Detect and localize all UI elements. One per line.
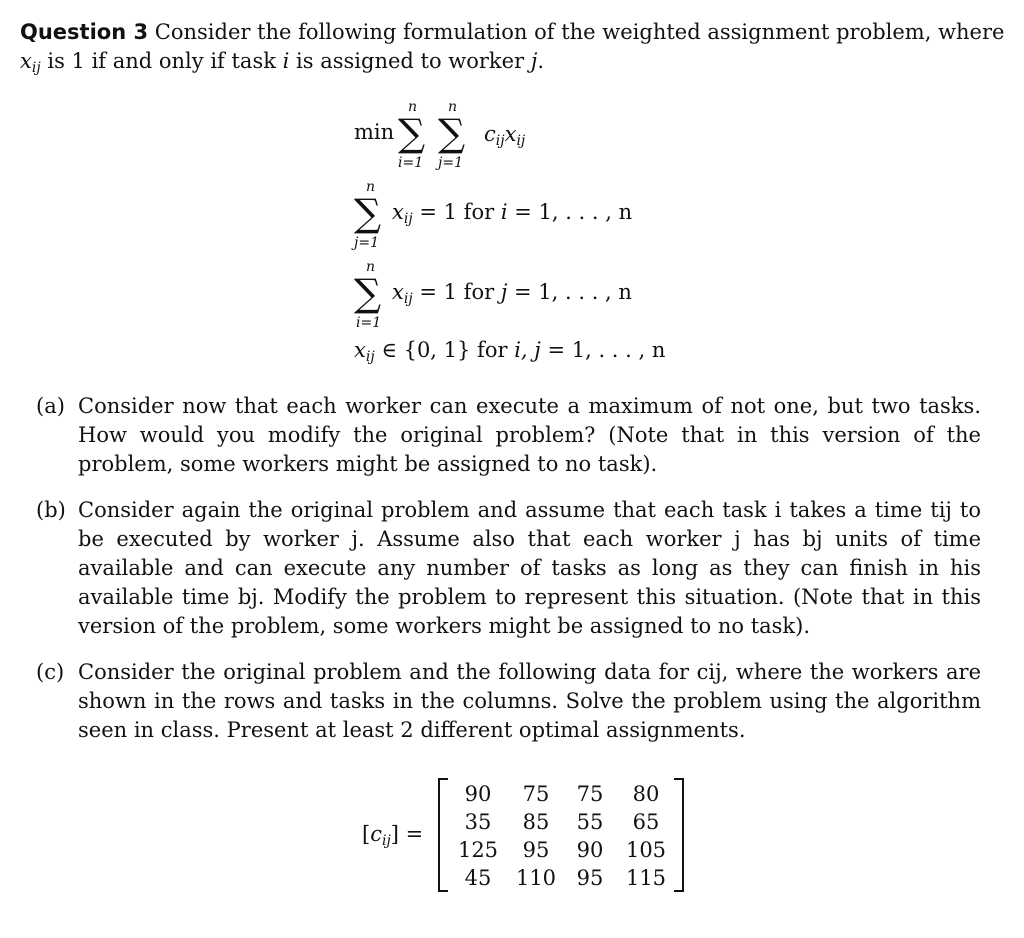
constraint-3-body: $x_{ij}$ ∈ {0, 1} for i, j = 1, . . . , n: [354, 338, 666, 365]
question-intro: [20, 18, 1005, 83]
sum-symbol-1: ∑: [398, 111, 426, 155]
sum-symbol-2: ∑: [438, 111, 466, 155]
objective-upper-1: n: [408, 99, 418, 115]
matrix-right-bracket: [674, 778, 684, 892]
sum-symbol-3: ∑: [354, 191, 382, 235]
matrix-cell: 75: [522, 782, 550, 806]
matrix-cell: 125: [457, 838, 499, 862]
intro-var-sub: ij: [31, 60, 41, 76]
part-c: [36, 658, 981, 746]
constraint-2-lower: i=1: [356, 315, 382, 331]
matrix-cell: 90: [464, 782, 492, 806]
objective-min: min: [354, 120, 395, 144]
matrix-cell: 55: [576, 810, 604, 834]
matrix-cell: 75: [576, 782, 604, 806]
constraint-1-body: $x_{ij} = 1$ for i = 1, . . . , n: [392, 200, 633, 227]
intro-text-b: is 1 if and only if task: [47, 49, 276, 73]
constraint-2-upper: n: [366, 259, 376, 275]
intro-end: .: [537, 49, 545, 73]
part-b-text: Consider again the original problem and assume that each task i takes a time tij to be executed by worker j. Assume also that each worker j has bj units of time available and can execute any number of tasks as long as they can finish in his available time bj. Modify the problem to represent this situation. (Note that in this version of the problem, some workers might be assigned to no task).: [78, 498, 981, 638]
objective-term: $c_{ij}x_{ij}$: [484, 122, 526, 149]
cost-matrix-label: $[c_{ij}]$ =: [362, 822, 424, 849]
matrix-cell: 105: [625, 838, 667, 862]
intro-var: x: [20, 49, 32, 73]
matrix-left-bracket: [438, 778, 448, 892]
part-c-text: Consider the original problem and the following data for cij, where the workers are shown in the rows and tasks in the columns. Solve the problem using the algorithm seen in class. Present at least 2 different optimal assignments.: [78, 660, 981, 742]
constraint-1-lower: j=1: [354, 235, 379, 251]
objective-upper-2: n: [448, 99, 458, 115]
matrix-cell: 65: [632, 810, 660, 834]
part-a-text: Consider now that each worker can execute a maximum of not one, but two tasks. How would you modify the original problem? (Note that in this version of the problem, some workers might be assigned to no task).: [78, 394, 981, 476]
matrix-cell: 45: [464, 866, 492, 890]
sum-symbol-4: ∑: [354, 271, 382, 315]
objective-lower-2: j=1: [438, 155, 463, 171]
matrix-cell: 95: [522, 838, 550, 862]
part-b: [36, 496, 981, 642]
constraint-1-upper: n: [366, 179, 376, 195]
constraint-2-body: $x_{ij} = 1$ for j = 1, . . . , n: [392, 280, 632, 307]
intro-text-a: Consider the following formulation of the weighted assignment problem, where: [154, 20, 1005, 44]
part-a: [36, 392, 981, 480]
matrix-cell: 95: [576, 866, 604, 890]
matrix-cell: 90: [576, 838, 604, 862]
part-b-label: (b): [36, 498, 66, 522]
matrix-cell: 35: [464, 810, 492, 834]
matrix-cell: 110: [515, 866, 557, 890]
question-label: Question 3: [20, 20, 149, 44]
part-c-label: (c): [36, 660, 65, 684]
objective-lower-1: i=1: [398, 155, 424, 171]
matrix-cell: 80: [632, 782, 660, 806]
intro-i: i: [282, 49, 290, 73]
intro-text-c: is assigned to worker: [296, 49, 525, 73]
cost-matrix: [438, 778, 684, 892]
part-a-label: (a): [36, 394, 65, 418]
matrix-cell: 115: [625, 866, 667, 890]
intro-j: j: [530, 49, 538, 73]
matrix-cell: 85: [522, 810, 550, 834]
